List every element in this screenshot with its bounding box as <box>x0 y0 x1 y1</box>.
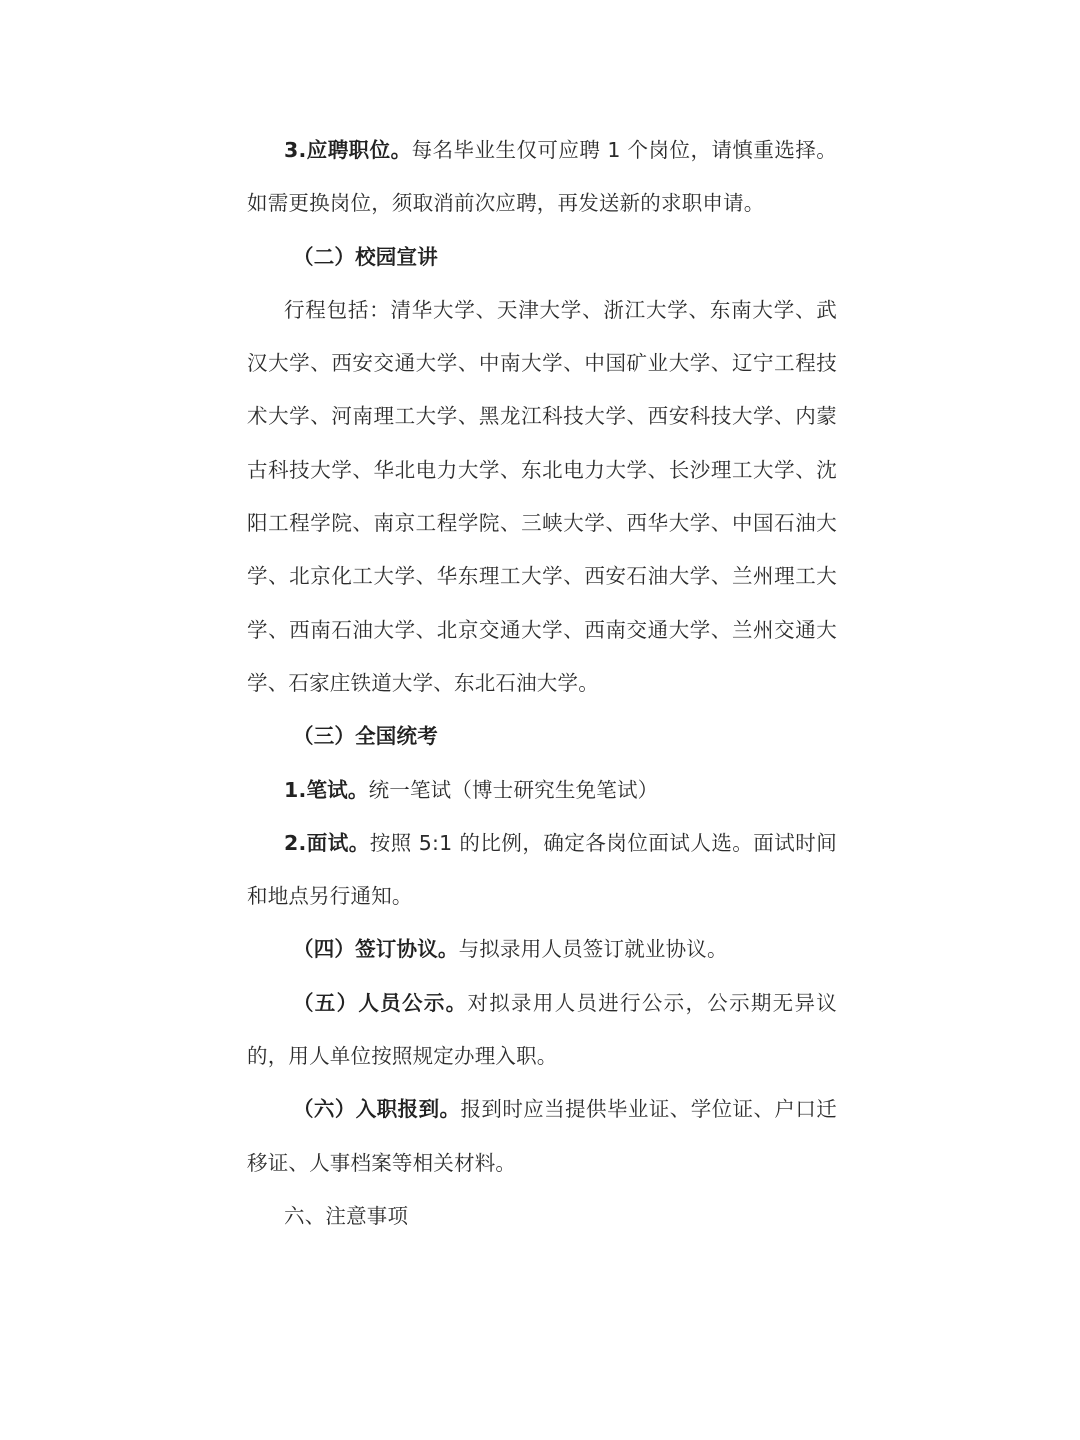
paragraph-written-test <box>247 764 837 817</box>
section-heading-text: （二）校园宣讲 <box>293 244 438 269</box>
paragraph-text: 统一笔试（博士研究生免笔试） <box>368 777 659 802</box>
paragraph-heading: 3.应聘职位。 <box>284 138 412 162</box>
paragraph-onboarding <box>247 1083 837 1190</box>
paragraph-text: 对拟录用人员进行公示，公示期无异议的，用人单位按照规定办理入职。 <box>247 990 837 1069</box>
paragraph-itinerary <box>247 284 837 710</box>
document-body <box>247 124 837 1243</box>
section-heading-notes <box>247 1190 837 1243</box>
paragraph-heading: （六）入职报到。 <box>293 1097 461 1122</box>
paragraph-text: 每名毕业生仅可应聘 1 个岗位，请慎重选择。如需更换岗位，须取消前次应聘，再发送新的求职申请。 <box>247 138 838 216</box>
paragraph-text: 行程包括：清华大学、天津大学、浙江大学、东南大学、武汉大学、西安交通大学、中南大学、中国矿业大学、辽宁工程技术大学、河南理工大学、黑龙江科技大学、西安科技大学、内蒙古科技大学、华北电力大学、东北电力大学、长沙理工大学、沈阳工程学院、南京工程学院、三峡大学、西华大学、中国石油大学、北京化工大学、华东理工大学、西安石油大学、兰州理工大学、西南石油大学、北京交通大学、西南交通大学、兰州交通大学、石家庄铁道大学、东北石油大学。 <box>247 297 837 695</box>
paragraph-text: 按照 5:1 的比例，确定各岗位面试人选。面试时间和地点另行通知。 <box>247 830 837 909</box>
paragraph-heading: （五）人员公示。 <box>293 990 468 1015</box>
paragraph-heading: 2.面试。 <box>284 830 370 855</box>
paragraph-public-notice <box>247 977 837 1084</box>
paragraph-text: 报到时应当提供毕业证、学位证、户口迁移证、人事档案等相关材料。 <box>247 1097 837 1175</box>
paragraph-position-application <box>247 124 837 231</box>
paragraph-sign-agreement <box>247 923 837 976</box>
paragraph-text: 与拟录用人员签订就业协议。 <box>458 937 728 962</box>
paragraph-interview <box>247 817 837 924</box>
section-heading-campus-talk <box>247 231 837 284</box>
paragraph-heading: 1.笔试。 <box>284 777 369 802</box>
section-heading-text: 六、注意事项 <box>284 1203 409 1228</box>
section-heading-national-exam <box>247 710 837 763</box>
section-heading-text: （三）全国统考 <box>293 724 438 749</box>
paragraph-heading: （四）签订协议。 <box>293 937 459 962</box>
